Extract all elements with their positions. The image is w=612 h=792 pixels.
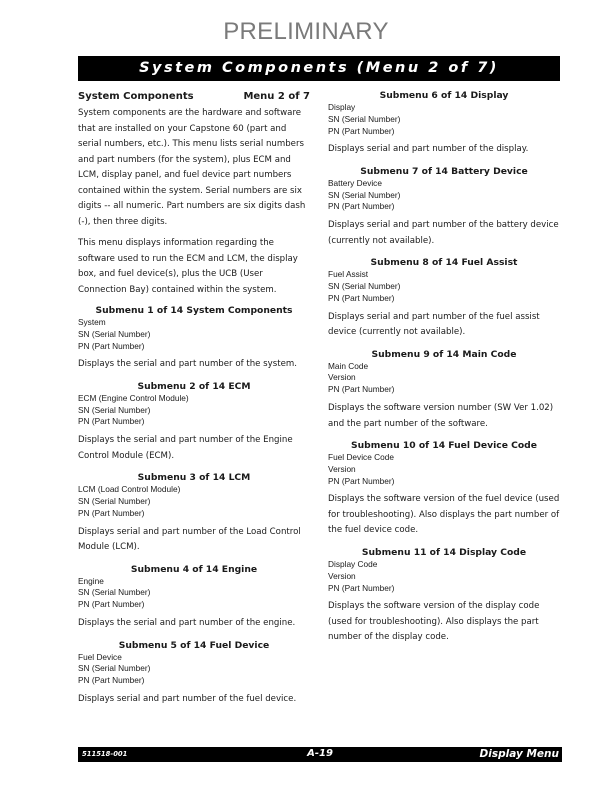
submenu-fields <box>78 652 310 687</box>
submenu-fields <box>328 178 560 213</box>
submenu-title: Submenu 1 of 14 System Components <box>95 305 293 316</box>
submenu-fields <box>78 393 310 428</box>
submenu-block <box>78 304 310 373</box>
menu-number: Menu 2 of 7 <box>243 91 310 102</box>
submenu-title: Submenu 5 of 14 Fuel Device <box>118 639 270 651</box>
section-heading <box>78 90 310 104</box>
submenu-block <box>328 348 560 432</box>
submenu-title: Submenu 2 of 14 ECM <box>137 380 251 392</box>
submenu-fields <box>328 269 560 304</box>
submenu-field: Fuel Assist <box>328 269 369 280</box>
submenu-title: Submenu 7 of 14 Battery Device <box>360 165 528 177</box>
submenu-fields <box>328 102 560 137</box>
submenu-field: PN (Part Number) <box>78 416 145 427</box>
submenu-title: Submenu 3 of 14 LCM <box>137 472 251 484</box>
submenu-field: Engine <box>78 575 104 586</box>
submenu-field: Display <box>328 102 356 112</box>
submenu-field: SN (Serial Number) <box>78 328 151 339</box>
submenu-field: Fuel Device Code <box>328 452 394 463</box>
submenu-block <box>78 471 310 555</box>
submenu-description: Displays serial and part number of the fuel assist device (currently not available). <box>328 311 540 338</box>
submenu-field: Main Code <box>328 360 369 371</box>
submenu-field: Version <box>328 463 356 474</box>
section-banner: System Components (Menu 2 of 7) <box>78 56 560 81</box>
submenu-field: Version <box>328 570 356 581</box>
submenu-field: SN (Serial Number) <box>328 113 401 124</box>
submenu-description: Displays serial and part number of the fuel device. <box>78 693 297 704</box>
submenu-description: Displays the software version of the display code (used for troubleshooting). Also displays the part number of the display code. <box>328 601 540 643</box>
submenu-block <box>328 439 560 539</box>
submenu-field: PN (Part Number) <box>328 292 395 303</box>
submenu-title: Submenu 4 of 14 Engine <box>130 563 258 575</box>
submenu-block <box>78 380 310 464</box>
submenu-fields <box>78 576 310 611</box>
footer-section-name: Display Menu <box>479 748 559 760</box>
submenu-field: PN (Part Number) <box>328 125 395 136</box>
submenu-title: Submenu 10 of 14 Fuel Device Code <box>351 440 537 452</box>
submenu-description: Displays serial and part number of the battery device (currently not available). <box>328 220 559 246</box>
submenu-description: Displays serial and part number of the display. <box>328 144 529 155</box>
submenu-description: Displays the serial and part number of the system. <box>78 359 297 370</box>
submenu-field: SN (Serial Number) <box>78 587 151 598</box>
submenu-description: Displays the software version of the fuel device (used for troubleshooting). Also displays the part number of the fuel device code. <box>328 494 560 536</box>
submenu-field: System <box>78 317 106 327</box>
intro-paragraph: System components are the hardware and software that are installed on your Capstone 60 (part and serial numbers, etc.). This menu lists serial numbers and part numbers (for the system), plus ECM and LCM, display panel, and fuel device part numbers contained within the system. Serial numbers are six digits -- all numeric. Part numbers are six digits dash (-), then three digits. <box>78 108 306 227</box>
submenu-fields <box>328 452 560 487</box>
submenu-block <box>78 639 310 708</box>
submenu-field: LCM (Load Control Module) <box>78 484 181 495</box>
submenu-field: PN (Part Number) <box>328 582 395 593</box>
submenu-field: ECM (Engine Control Module) <box>78 392 189 403</box>
submenu-block <box>328 256 560 340</box>
submenu-field: SN (Serial Number) <box>78 663 151 674</box>
submenu-title: Submenu 8 of 14 Fuel Assist <box>370 257 518 269</box>
submenu-field: PN (Part Number) <box>78 507 145 518</box>
submenu-field: PN (Part Number) <box>78 675 145 686</box>
footer-doc-number: 511518-001 <box>82 750 128 758</box>
submenu-field: PN (Part Number) <box>328 475 395 486</box>
right-column <box>328 89 560 653</box>
submenu-title: Submenu 6 of 14 Display <box>379 90 509 101</box>
submenu-fields <box>328 559 560 594</box>
submenu-description: Displays the software version number (SW Ver 1.02) and the part number of the software. <box>328 403 554 429</box>
submenu-field: SN (Serial Number) <box>78 496 151 507</box>
submenu-fields <box>78 484 310 519</box>
preliminary-watermark: PRELIMINARY <box>223 18 389 45</box>
intro-paragraph: This menu displays information regarding the software used to run the ECM and LCM, the display box, and fuel device(s), plus the UCB (User Connection Bay) contained within the system. <box>78 238 298 295</box>
submenu-description: Displays serial and part number of the Load Control Module (LCM). <box>78 526 301 553</box>
submenu-field: PN (Part Number) <box>78 599 145 610</box>
submenu-field: Fuel Device <box>78 651 122 662</box>
submenu-field: Version <box>328 372 356 383</box>
submenu-field: Battery Device <box>328 177 382 188</box>
right-submenu-list <box>328 89 560 646</box>
submenu-fields <box>328 361 560 396</box>
submenu-field: SN (Serial Number) <box>328 281 401 292</box>
submenu-description: Displays the serial and part number of the Engine Control Module (ECM). <box>78 435 293 461</box>
submenu-block <box>328 165 560 249</box>
submenu-field: SN (Serial Number) <box>78 404 151 415</box>
submenu-title: Submenu 11 of 14 Display Code <box>361 546 527 558</box>
submenu-block <box>328 546 560 646</box>
section-title: System Components <box>78 91 194 102</box>
left-column <box>78 90 310 714</box>
submenu-field: PN (Part Number) <box>328 201 395 212</box>
submenu-field: PN (Part Number) <box>78 340 145 351</box>
footer-page-number: A-19 <box>307 748 333 759</box>
submenu-fields <box>78 317 310 352</box>
left-submenu-list <box>78 304 310 707</box>
submenu-field: SN (Serial Number) <box>328 189 401 200</box>
submenu-field: PN (Part Number) <box>328 384 395 395</box>
submenu-title: Submenu 9 of 14 Main Code <box>371 348 517 360</box>
submenu-description: Displays the serial and part number of the engine. <box>78 618 296 629</box>
page-footer <box>78 747 562 762</box>
submenu-field: Display Code <box>328 558 378 569</box>
submenu-block <box>78 563 310 632</box>
submenu-block <box>328 89 560 158</box>
